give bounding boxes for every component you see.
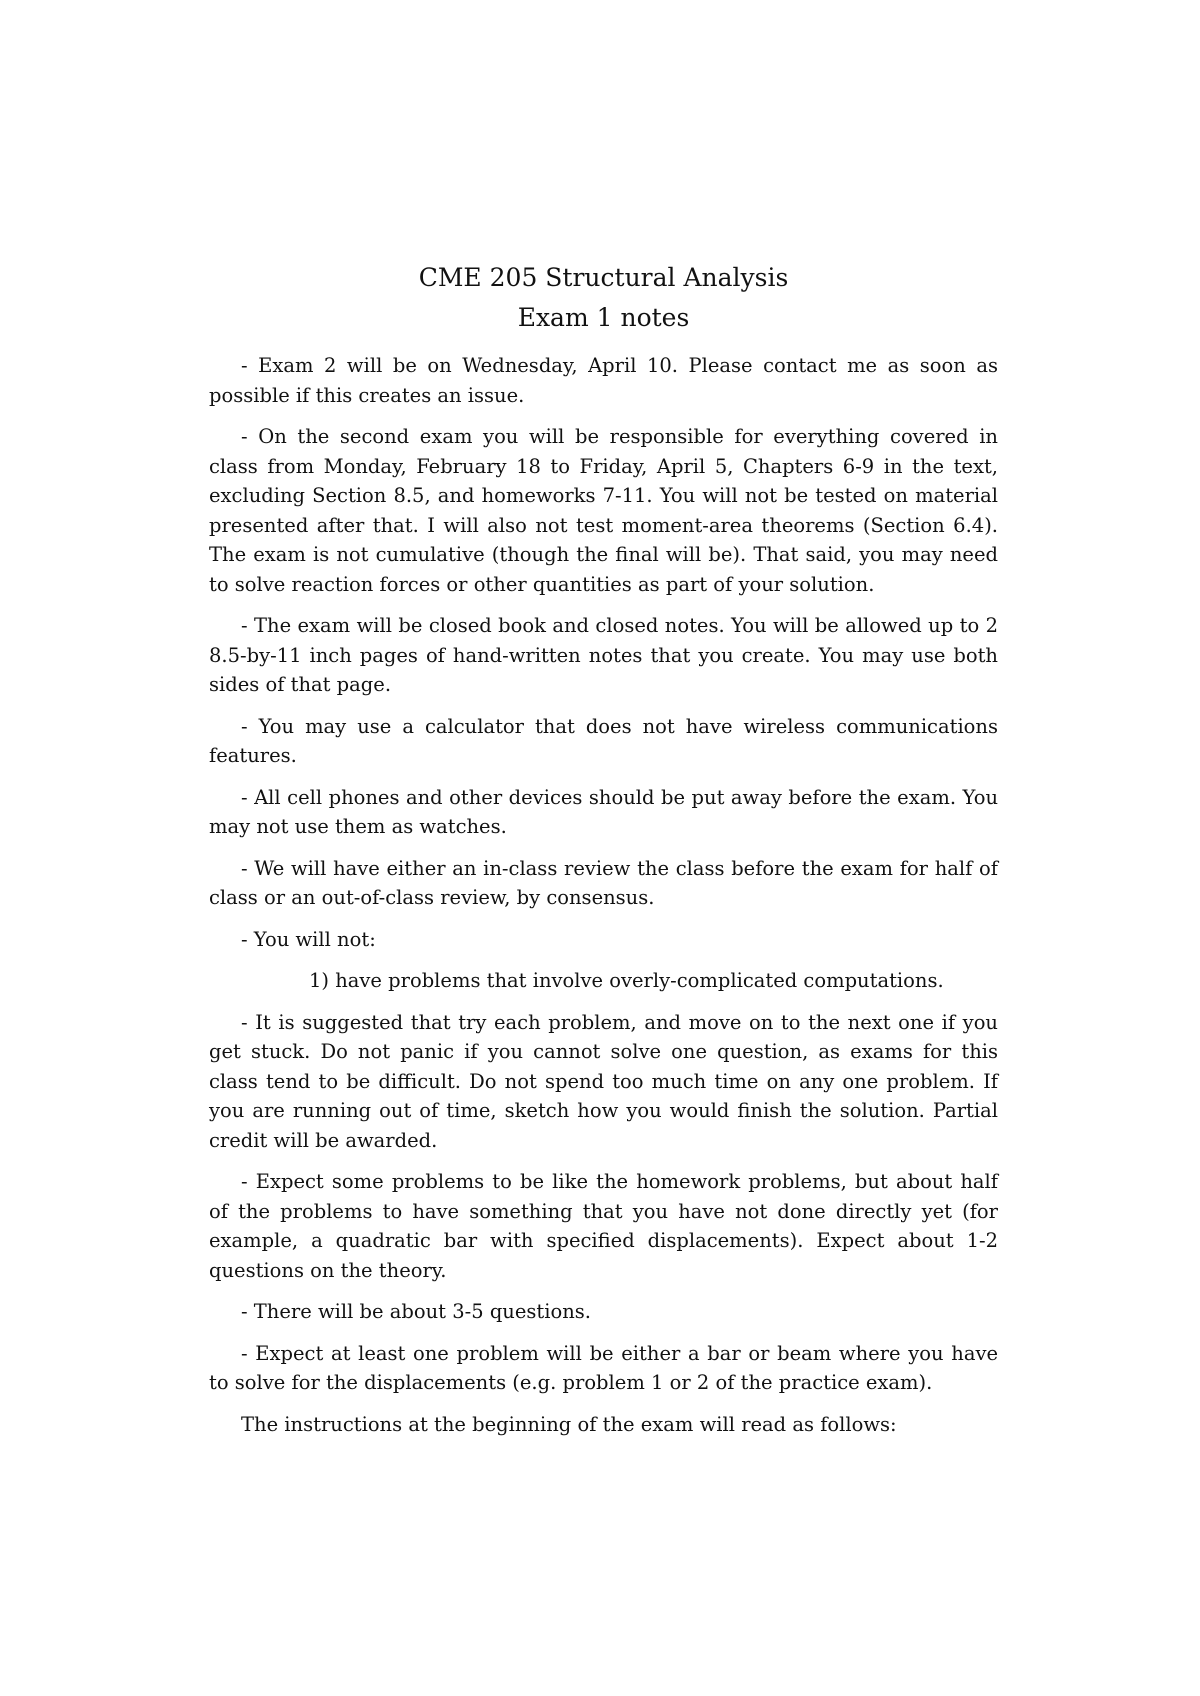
paragraph-you-will-not: - You will not: — [241, 927, 376, 951]
paragraph-calculator-policy: - You may use a calculator that does not have wireless communications features. — [209, 714, 998, 767]
paragraph-exam-coverage: - On the second exam you will be responsible for everything covered in class from Monday, February 18 to Friday, April 5, Chapters 6-9 in the text, excluding Section 8.5, and homeworks 7-11. You will not be tested on material presented after that. I will also not test moment-area theorems (Section 6.4). The exam is not cumulative (though the final will be). That said, you may need to solve reaction forces or other quantities as part of your solution. — [209, 425, 998, 596]
paragraph-bar-beam: - Expect at least one problem will be either a bar or beam where you have to solve for the displacements (e.g. problem 1 or 2 of the practice exam). — [209, 1341, 998, 1394]
paragraph-list-item-1: 1) have problems that involve overly-complicated computations. — [309, 969, 944, 992]
paragraph-question-count: - There will be about 3-5 questions. — [241, 1300, 591, 1323]
document-subtitle: Exam 1 notes — [517, 303, 690, 332]
document-title: CME 205 Structural Analysis — [418, 263, 789, 292]
paragraph-suggestions: - It is suggested that try each problem, and move on to the next one if you get stuck. Do not panic if you cannot solve one question, as exams for this class tend to be difficult. Do not spend too much time on any one problem. If you are running out of time, sketch how you would finish the solution. Partial credit will be awarded. — [209, 1010, 998, 1152]
paragraph-instructions-intro: The instructions at the beginning of the exam will read as follows: — [241, 1412, 897, 1436]
paragraph-problem-expectations: - Expect some problems to be like the homework problems, but about half of the problems to have something that you have not done directly yet (for example, a quadratic bar with specified displacements). Expect about 1-2 questions on the theory. — [209, 1170, 998, 1282]
paragraph-review-session: - We will have either an in-class review the class before the exam for half of class or an out-of-class review, by consensus. — [209, 856, 998, 909]
document-page — [209, 258, 998, 1558]
paragraph-exam-date: - Exam 2 will be on Wednesday, April 10. Please contact me as soon as possible if this creates an issue. — [209, 354, 998, 407]
paragraph-phones-policy: - All cell phones and other devices should be put away before the exam. You may not use them as watches. — [209, 785, 998, 838]
paragraph-notes-policy: - The exam will be closed book and closed notes. You will be allowed up to 2 8.5-by-11 inch pages of hand-written notes that you create. You may use both sides of that page. — [209, 614, 998, 696]
